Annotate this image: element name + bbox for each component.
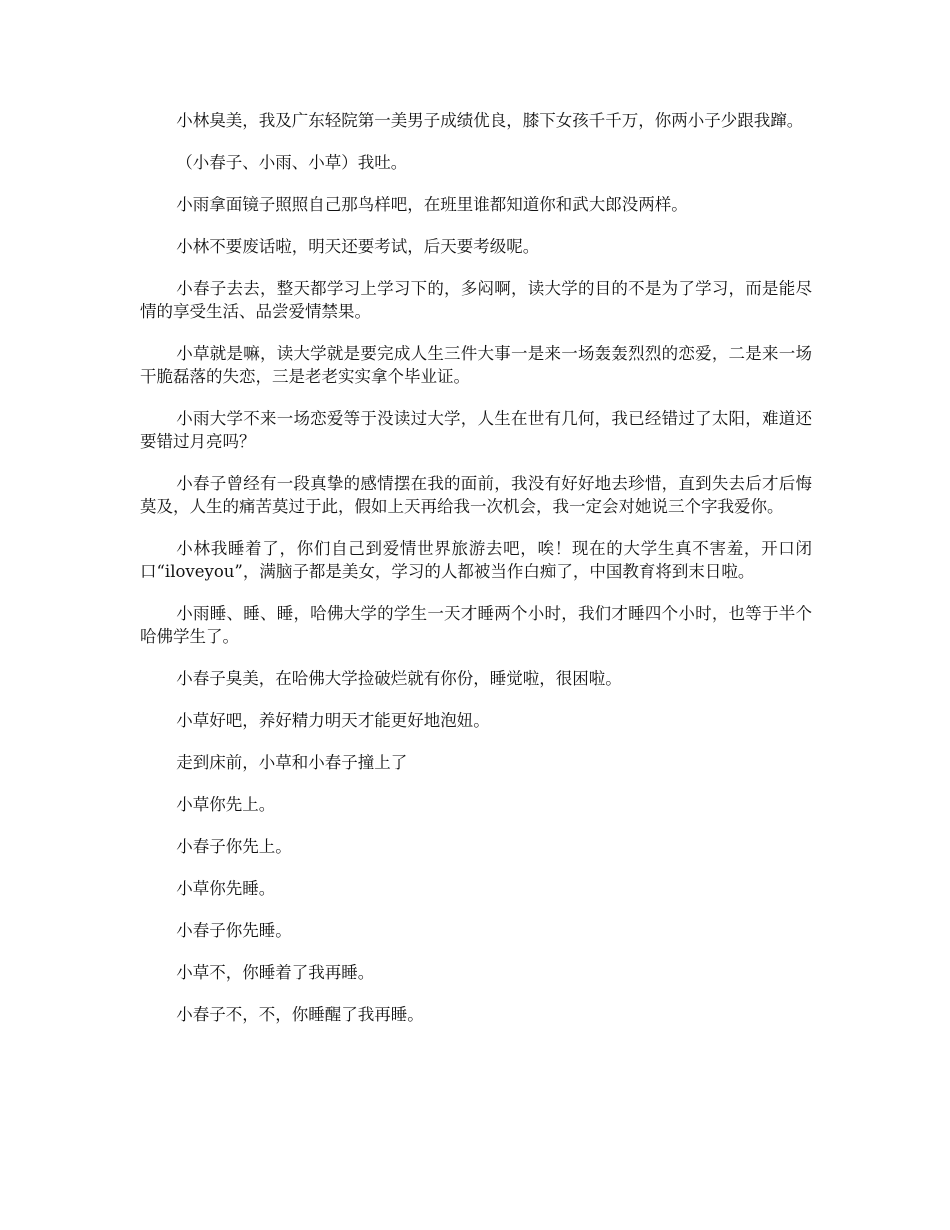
paragraph: 小雨拿面镜子照照自己那鸟样吧，在班里谁都知道你和武大郎没两样。	[176, 195, 688, 214]
document-body	[140, 109, 812, 1045]
paragraph: 走到床前，小草和小春子撞上了	[176, 753, 408, 772]
paragraph: 小春子臭美，在哈佛大学捡破烂就有你份，睡觉啦，很困啦。	[176, 669, 622, 688]
paragraph: 小林不要废话啦，明天还要考试，后天要考级呢。	[176, 237, 540, 256]
paragraph: 小雨睡、睡、睡，哈佛大学的学生一天才睡两个小时，我们才睡四个小时，也等于半个哈佛学生了。	[140, 604, 812, 646]
paragraph: 小春子去去，整天都学习上学习下的，多闷啊，读大学的目的不是为了学习，而是能尽情的享受生活、品尝爱情禁果。	[140, 279, 812, 321]
paragraph: 小草你先睡。	[176, 879, 276, 898]
paragraph: 小春子不，不，你睡醒了我再睡。	[176, 1005, 424, 1024]
paragraph: 小草就是嘛，读大学就是要完成人生三件大事一是来一场轰轰烈烈的恋爱，二是来一场干脆磊落的失恋，三是老老实实拿个毕业证。	[140, 344, 812, 386]
paragraph: 小草你先上。	[176, 795, 276, 814]
paragraph: 小春子你先睡。	[176, 921, 292, 940]
paragraph: 小草不，你睡着了我再睡。	[176, 963, 375, 982]
paragraph: 小林我睡着了，你们自己到爱情世界旅游去吧，唉！现在的大学生真不害羞，开口闭口“iloveyou”，满脑子都是美女，学习的人都被当作白痴了，中国教育将到末日啦。	[140, 539, 812, 581]
paragraph: （小春子、小雨、小草）我吐。	[176, 153, 408, 172]
paragraph: 小雨大学不来一场恋爱等于没读过大学，人生在世有几何，我已经错过了太阳，难道还要错过月亮吗？	[140, 409, 812, 451]
paragraph: 小林臭美，我及广东轻院第一美男子成绩优良，膝下女孩千千万，你两小子少跟我蹿。	[176, 111, 804, 130]
paragraph: 小春子曾经有一段真挚的感情摆在我的面前，我没有好好地去珍惜，直到失去后才后悔莫及，人生的痛苦莫过于此，假如上天再给我一次机会，我一定会对她说三个字我爱你。	[140, 474, 812, 516]
paragraph: 小草好吧，养好精力明天才能更好地泡妞。	[176, 711, 490, 730]
paragraph: 小春子你先上。	[176, 837, 292, 856]
